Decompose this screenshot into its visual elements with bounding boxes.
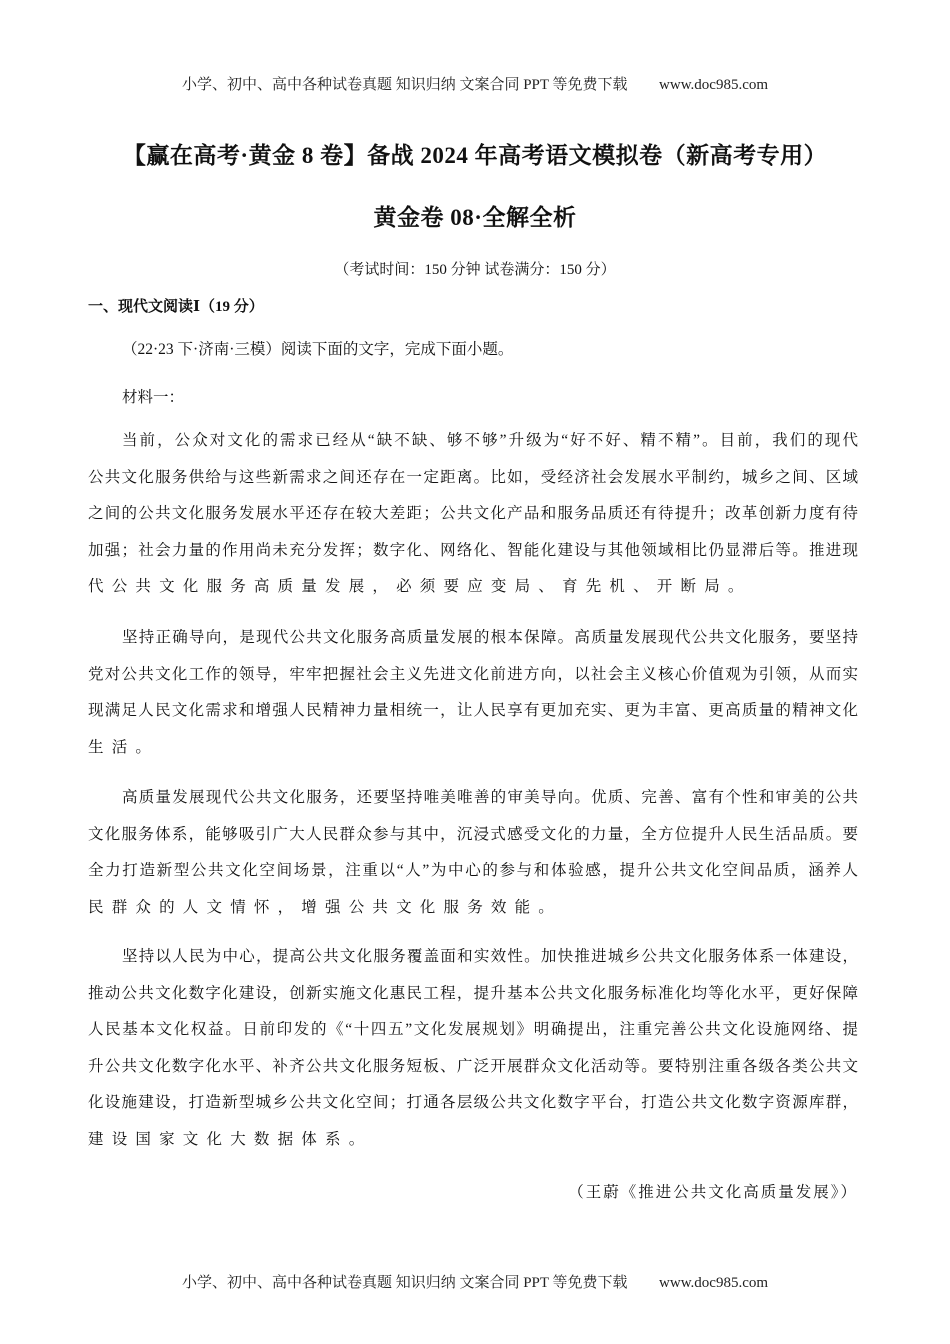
paragraph-line: 文化服务体系，能够吸引广大人民群众参与其中，沉浸式感受文化的力量，全方位提升人民生活品质。要 (88, 825, 858, 843)
paragraph-line: 现满足人民文化需求和增强人民精神力量相统一，让人民享有更加充实、更为丰富、更高质量的精神文化 (88, 702, 858, 720)
section-heading: 一、现代文阅读Ⅰ（19 分） (88, 299, 264, 315)
footer-link[interactable]: www.doc985.com (659, 1275, 769, 1291)
header-link[interactable]: www.doc985.com (659, 77, 769, 93)
paragraph-line: 人民基本文化权益。日前印发的《“十四五”文化发展规划》明确提出，注重完善公共文化设施网络、提 (88, 1021, 858, 1039)
paragraph-line: 之间的公共文化服务发展水平还存在较大差距；公共文化产品和服务品质还有待提升；改革创新力度有待 (88, 505, 858, 523)
paragraph-line: 坚持以人民为中心，提高公共文化服务覆盖面和实效性。加快推进城乡公共文化服务体系一体建设， (122, 948, 858, 965)
document-title: 【赢在高考·黄金 8 卷】备战 2024 年高考语文模拟卷（新高考专用） (122, 143, 828, 168)
paragraph-line: 高质量发展现代公共文化服务，还要坚持唯美唯善的审美导向。优质、完善、富有个性和审美的公共 (122, 789, 858, 806)
attribution: （王蔚《推进公共文化高质量发展》） (568, 1184, 858, 1201)
material-label: 材料一： (122, 389, 185, 406)
paragraph-line: 代公共文化服务高质量发展，必须要应变局、育先机、开断局。 (88, 578, 752, 596)
paragraph-line: 坚持正确导向，是现代公共文化服务高质量发展的根本保障。高质量发展现代公共文化服务，要坚持 (122, 629, 858, 646)
paragraph-line: 推动公共文化数字化建设，创新实施文化惠民工程，提升基本公共文化服务标准化均等化水平，更好保障 (88, 984, 858, 1002)
paragraph-line: 化设施建设，打造新型城乡公共文化空间；打通各层级公共文化数字平台，打造公共文化数字资源库群， (88, 1094, 858, 1112)
exam-info: （考试时间：150 分钟 试卷满分：150 分） (334, 262, 616, 278)
paragraph-line: 生活。 (88, 738, 160, 756)
document-subtitle: 黄金卷 08·全解全析 (373, 205, 577, 230)
source-note: （22·23 下·济南·三模）阅读下面的文字，完成下面小题。 (122, 341, 514, 358)
paragraph-line: 公共文化服务供给与这些新需求之间还存在一定距离。比如，受经济社会发展水平制约，城乡之间、区域 (88, 468, 858, 486)
paragraph-line: 党对公共文化工作的领导，牢牢把握社会主义先进文化前进方向，以社会主义核心价值观为引领，从而实 (88, 665, 858, 683)
paragraph-line: 民群众的人文情怀，增强公共文化服务效能。 (88, 898, 563, 916)
paragraph-line: 加强；社会力量的作用尚未充分发挥；数字化、网络化、智能化建设与其他领域相比仍显滞后等。推进现 (88, 541, 858, 559)
paragraph-line: 建设国家文化大数据体系。 (88, 1131, 373, 1148)
paragraph-line: 全力打造新型公共文化空间场景，注重以“人”为中心的参与和体验感，提升公共文化空间品质，涵养人 (88, 862, 858, 880)
page-footer (0, 1271, 950, 1292)
page-header (0, 73, 950, 94)
footer-text: 小学、初中、高中各种试卷真题 知识归纳 文案合同 PPT 等免费下载 (181, 1275, 628, 1291)
paragraph-line: 当前，公众对文化的需求已经从“缺不缺、够不够”升级为“好不好、精不精”。目前，我们的现代 (122, 432, 858, 449)
paragraph-line: 升公共文化数字化水平、补齐公共文化服务短板、广泛开展群众文化活动等。要特别注重各级各类公共文 (88, 1057, 858, 1075)
header-text: 小学、初中、高中各种试卷真题 知识归纳 文案合同 PPT 等免费下载 (181, 77, 628, 93)
